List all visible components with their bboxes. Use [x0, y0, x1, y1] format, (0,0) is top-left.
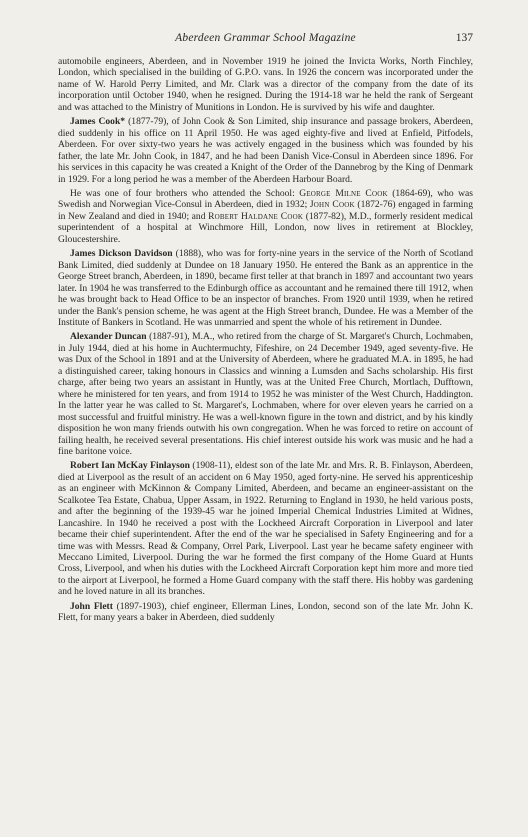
obituary-text: (1908-11), eldest son of the late Mr. and Mrs. R. B. Finlayson, Aberdeen, died at Liverpool as the result of an accident on 6 May 1950, aged forty-nine. He served his apprenticeship as an engineer with McKinnon & Company Limited, Aberdeen, and became an engineer-assistant on the Scalkotee Tea Estate, Chabua, Upper Assam, in 1922. Returning to England in 1930, he held various posts, and after the beginning of the 1939-45 war he joined Imperial Chemical Industries Limited at Widnes, Lancashire. In 1940 he received a post with the Lockheed Aircraft Corporation in Liverpool and later became their chief superintendent. After the end of the war he specialised in Safety Engineering and for a time was with Messrs. Read & Company, Orrel Park, Liverpool. Last year he became safety engineer with Meccano Limited, Liverpool. During the war he formed the first company of the Home Guard at Hunts Cross, Liverpool, and when his duties with the Lockheed Aircraft Corporation kept him more and more tied to the airport at Liverpool, he formed a Home Guard company with the staff there. His hobby was gardening and he loved nature in all its branches.	[58, 460, 473, 598]
paragraph-clark-continued: automobile engineers, Aberdeen, and in November 1919 he joined the Invicta Works, North Finchley, London, which specialised in the building of G.P.O. vans. In 1926 the concern was incorporated under the name of W. Harold Perry Limited, and Mr. Clark was a director of the company from the date of its incorporation until October 1940, when he resigned. During the 1914-18 war he held the rank of Sergeant and was attached to the Ministry of Munitions in London. He is survived by his wife and daughter.	[58, 56, 473, 113]
obituary-name: Alexander Duncan	[70, 331, 147, 343]
page-body	[58, 56, 473, 624]
obituary-name: Robert Ian McKay Finlayson	[70, 460, 190, 472]
brother-name: Robert Haldane Cook	[208, 210, 304, 222]
obituary-text: (1877-79), of John Cook & Son Limited, ship insurance and passage brokers, Aberdeen, died suddenly in his office on 11 April 1950. He was aged eighty-five and lived at Enfield, Pitfodels, Aberdeen. For over sixty-two years he was actively engaged in the business which was founded by his father, the late Mr. John Cook, in 1847, and he had been Danish Vice-Consul in Aberdeen since 1896. For his services in this capacity he was created a Knight of the Order of the Dannebrog by the King of Denmark in 1929. For a long period he was a member of the Aberdeen Harbour Board.	[58, 116, 473, 185]
obituary-text: (1888), who was for forty-nine years in the service of the North of Scotland Bank Limited, died suddenly at Dundee on 18 January 1950. He entered the Bank as an apprentice in the George Street branch, Aberdeen, in 1890, became first teller at that branch in 1897 and accountant two years later. In 1904 he was transferred to the Edinburgh office as accountant and he remained there till 1912, when he was brought back to Head Office to be an inspector of branches. From 1920 until 1939, when he retired under the Bank's pension scheme, he was agent at the High Street branch, Dundee. He was a Member of the Institute of Bankers in Scotland. He was unmarried and spent the whole of his retirement in Dundee.	[58, 248, 473, 328]
text-run: (1877-82), M.D., formerly resident medical superintendent of a hospital at Winchmore Hill, London, now lives in retirement at Blockley, Gloucestershire.	[58, 210, 473, 245]
obituary-name: James Dickson Davidson	[70, 248, 173, 260]
obituary-davidson	[58, 248, 473, 328]
obituary-text: (1887-91), M.A., who retired from the charge of St. Margaret's Church, Lochmaben, in July 1944, died at his home in Auchtermuchty, Fifeshire, on 24 December 1949, aged seventy-five. He was Dux of the School in 1891 and at the University of Aberdeen, where he graduated M.A. in 1895, he had a distinguished career, taking honours in Classics and winning a Lumsden and Sachs scholarship. His first charge, after being two years an assistant in Huntly, was at the United Free Church, Mortlach, Dufftown, where he ministered for ten years, and from 1914 to 1952 he was minister of the West Church, Haddington. In the latter year he was called to St. Margaret's, Lochmaben, where for over eleven years he carried on a most successful and fruitful ministry. He was a well-known figure in the town and district, and by his kindly disposition he won many friends outwith his own congregation. When he was forced to retire on account of failing health, he received several presentations. His chief interest outside his work was music and he had a fine baritone voice.	[58, 331, 473, 457]
obituary-flett	[58, 601, 473, 624]
text-run: (1864-69), who was Swedish and Norwegian Vice-Consul in Aberdeen, died in 1932;	[58, 187, 474, 211]
obituary-text: (1897-1903), chief engineer, Ellerman Lines, London, second son of the late Mr. John K. Flett, for many years a baker in Aberdeen, died suddenly	[58, 600, 473, 624]
paragraph-cook-brothers	[58, 188, 473, 245]
obituary-finlayson	[58, 460, 473, 597]
text-run: He was one of four brothers who attended the School:	[70, 187, 300, 199]
page-header-title: Aberdeen Grammar School Magazine	[175, 32, 356, 44]
text-run: (1872-76) engaged in farming in New Zealand and died in 1940; and	[58, 199, 473, 222]
page-number: 137	[455, 32, 473, 44]
obituary-james-cook	[58, 116, 473, 185]
obituary-name: James Cook*	[70, 116, 126, 128]
running-head	[58, 32, 473, 50]
obituary-duncan	[58, 331, 473, 457]
brother-name: George Milne Cook	[299, 187, 388, 199]
obituary-name: John Flett	[70, 600, 113, 612]
brother-name: John Cook	[309, 199, 355, 211]
